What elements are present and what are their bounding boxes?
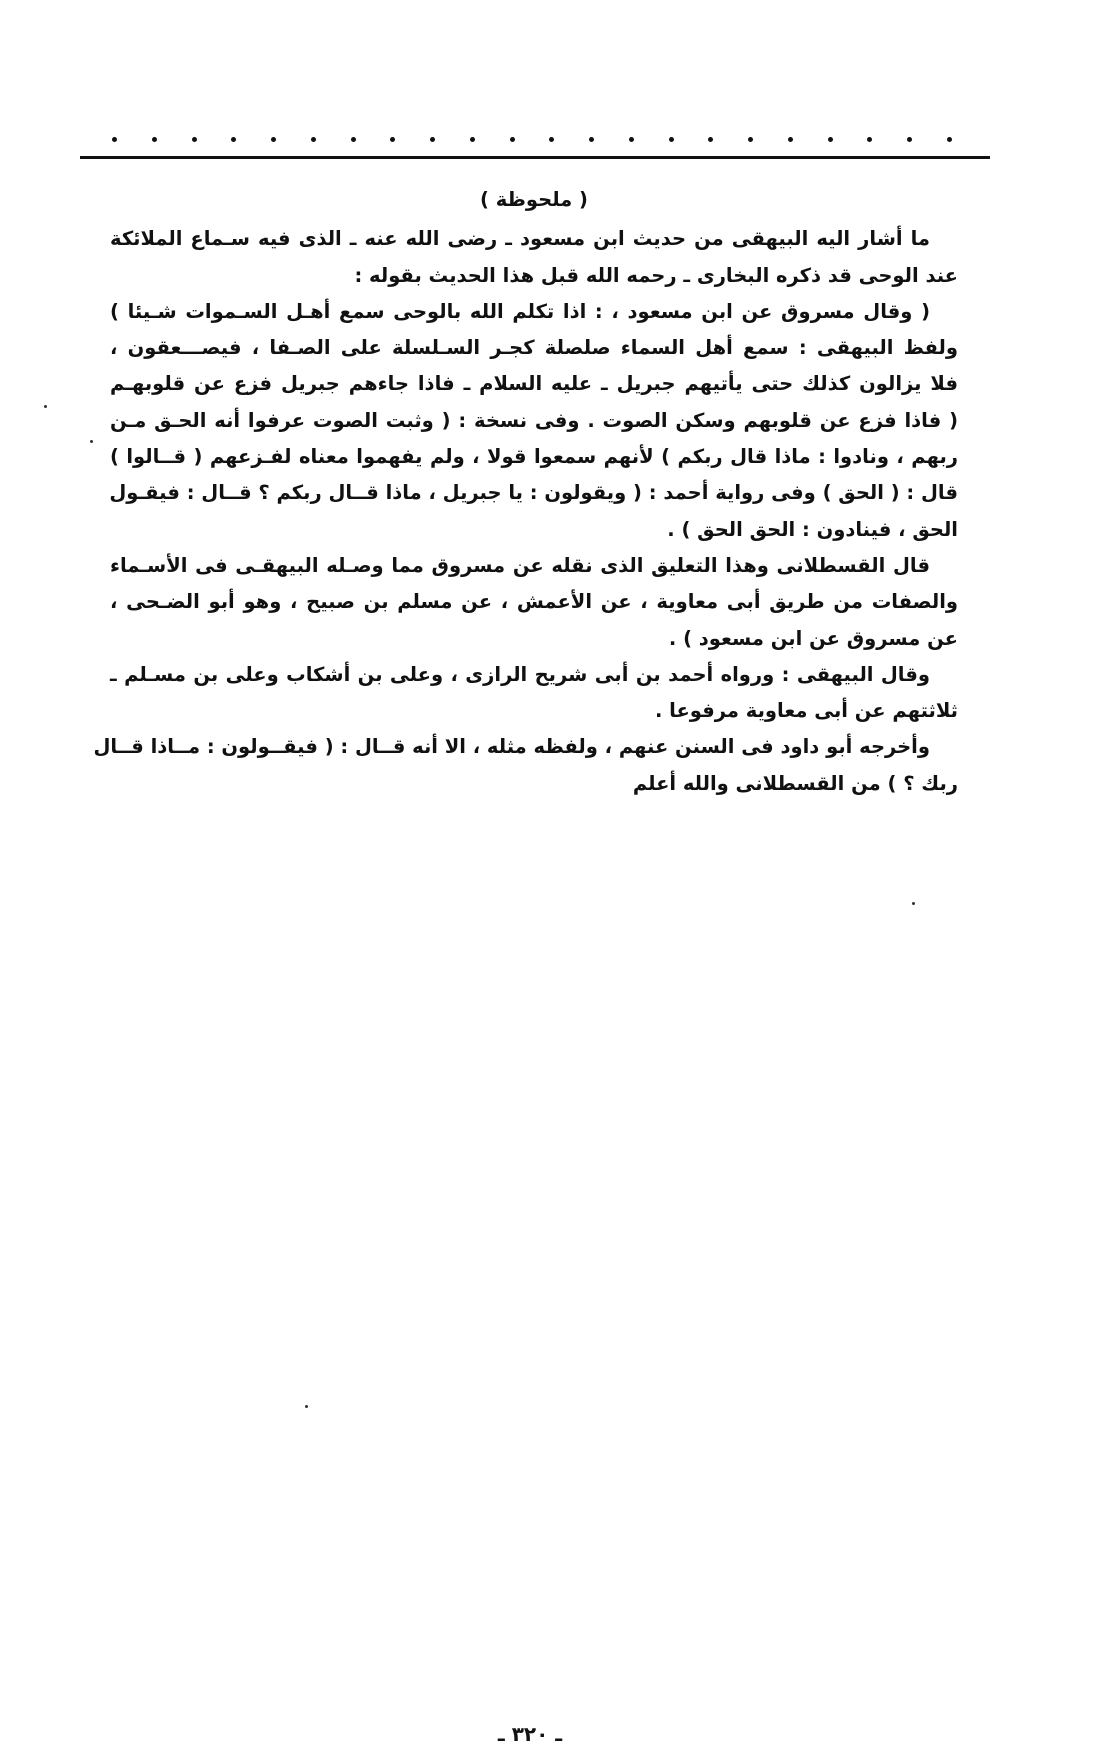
header-dot <box>510 137 515 142</box>
header-dot <box>152 137 157 142</box>
page-number: ـ ٣٢٠ ـ <box>497 1722 563 1746</box>
text-line: قال القسطلانى وهذا التعليق الذى نقله عن مسروق مما وصـله البيهقـى فى الأسـماء <box>110 553 930 577</box>
text-line: وقال البيهقى : ورواه أحمد بن أبى شريح الرازى ، وعلى بن أشكاب وعلى بن مسـلم ـ <box>110 662 930 686</box>
header-dot <box>907 137 912 142</box>
header-rule <box>80 156 990 159</box>
text-line: ( فاذا فزع عن قلوبهم وسكن الصوت . وفى نسخة : ( وثبت الصوت عرفوا أنه الحـق مـن <box>110 408 958 432</box>
text-line: فلا يزالون كذلك حتى يأتيهم جبريل ـ عليه السلام ـ فاذا جاءهم جبريل فزع عن قلوبهـم <box>110 372 958 396</box>
header-dot <box>828 137 833 142</box>
header-dot <box>788 137 793 142</box>
header-dot <box>708 137 713 142</box>
header-dot <box>589 137 594 142</box>
header-dot <box>470 137 475 142</box>
scan-speck <box>912 902 915 905</box>
scan-speck <box>44 405 47 408</box>
text-line: ولفظ البيهقى : سمع أهل السماء صلصلة كجـر السـلسلة على الصـفا ، فيصـــعقون ، <box>110 336 958 360</box>
header-dot <box>271 137 276 142</box>
header-dot <box>748 137 753 142</box>
header-dot <box>430 137 435 142</box>
header-dot <box>231 137 236 142</box>
header-dot <box>192 137 197 142</box>
text-line: الحق ، فينادون : الحق الحق ) . <box>667 517 958 541</box>
text-line: ربك ؟ ) من القسطلانى والله أعلم <box>632 771 958 795</box>
text-line: ما أشار اليه البيهقى من حديث ابن مسعود ـ رضى الله عنه ـ الذى فيه سـماع الملائكة <box>110 227 930 251</box>
scan-speck <box>90 440 93 443</box>
text-line: ثلاثتهم عن أبى معاوية مرفوعا . <box>654 699 958 723</box>
header-dot <box>669 137 674 142</box>
text-line: قال : ( الحق ) وفى رواية أحمد : ( ويقولون : يا جبريل ، ماذا قــال ربكم ؟ قــال : فيقـول <box>109 481 958 505</box>
page-body <box>93 182 958 802</box>
text-line: ( وقال مسروق عن ابن مسعود ، : اذا تكلم الله بالوحى سمع أهـل السـموات شـيئا ) <box>110 299 930 323</box>
header-dot <box>947 137 952 142</box>
text-line: عند الوحى قد ذكره البخارى ـ رحمه الله قبل هذا الحديث بقوله : <box>354 263 958 287</box>
header-dot <box>351 137 356 142</box>
header-dot <box>629 137 634 142</box>
scan-speck <box>305 1405 308 1408</box>
note-heading: ( ملحوظة ) <box>480 188 588 211</box>
text-line: ربهم ، ونادوا : ماذا قال ربكم ) لأنهم سمعوا قولا ، ولم يفهموا معناه لفـزعهم ( قــالوا ) <box>110 445 958 469</box>
header-dot <box>390 137 395 142</box>
text-line: والصفات من طريق أبى معاوية ، عن الأعمش ، عن مسلم بن صبيح ، وهو أبو الضـحى ، <box>110 590 958 614</box>
text-line: وأخرجه أبو داود فى السنن عنهم ، ولفظه مثله ، الا أنه قــال : ( فيقــولون : مــاذا قــال <box>93 735 930 759</box>
header-dot <box>867 137 872 142</box>
text-line: عن مسروق عن ابن مسعود ) . <box>668 626 958 650</box>
header-dot <box>549 137 554 142</box>
header-dot <box>112 137 117 142</box>
header-dot-row <box>112 132 952 146</box>
header-dot <box>311 137 316 142</box>
